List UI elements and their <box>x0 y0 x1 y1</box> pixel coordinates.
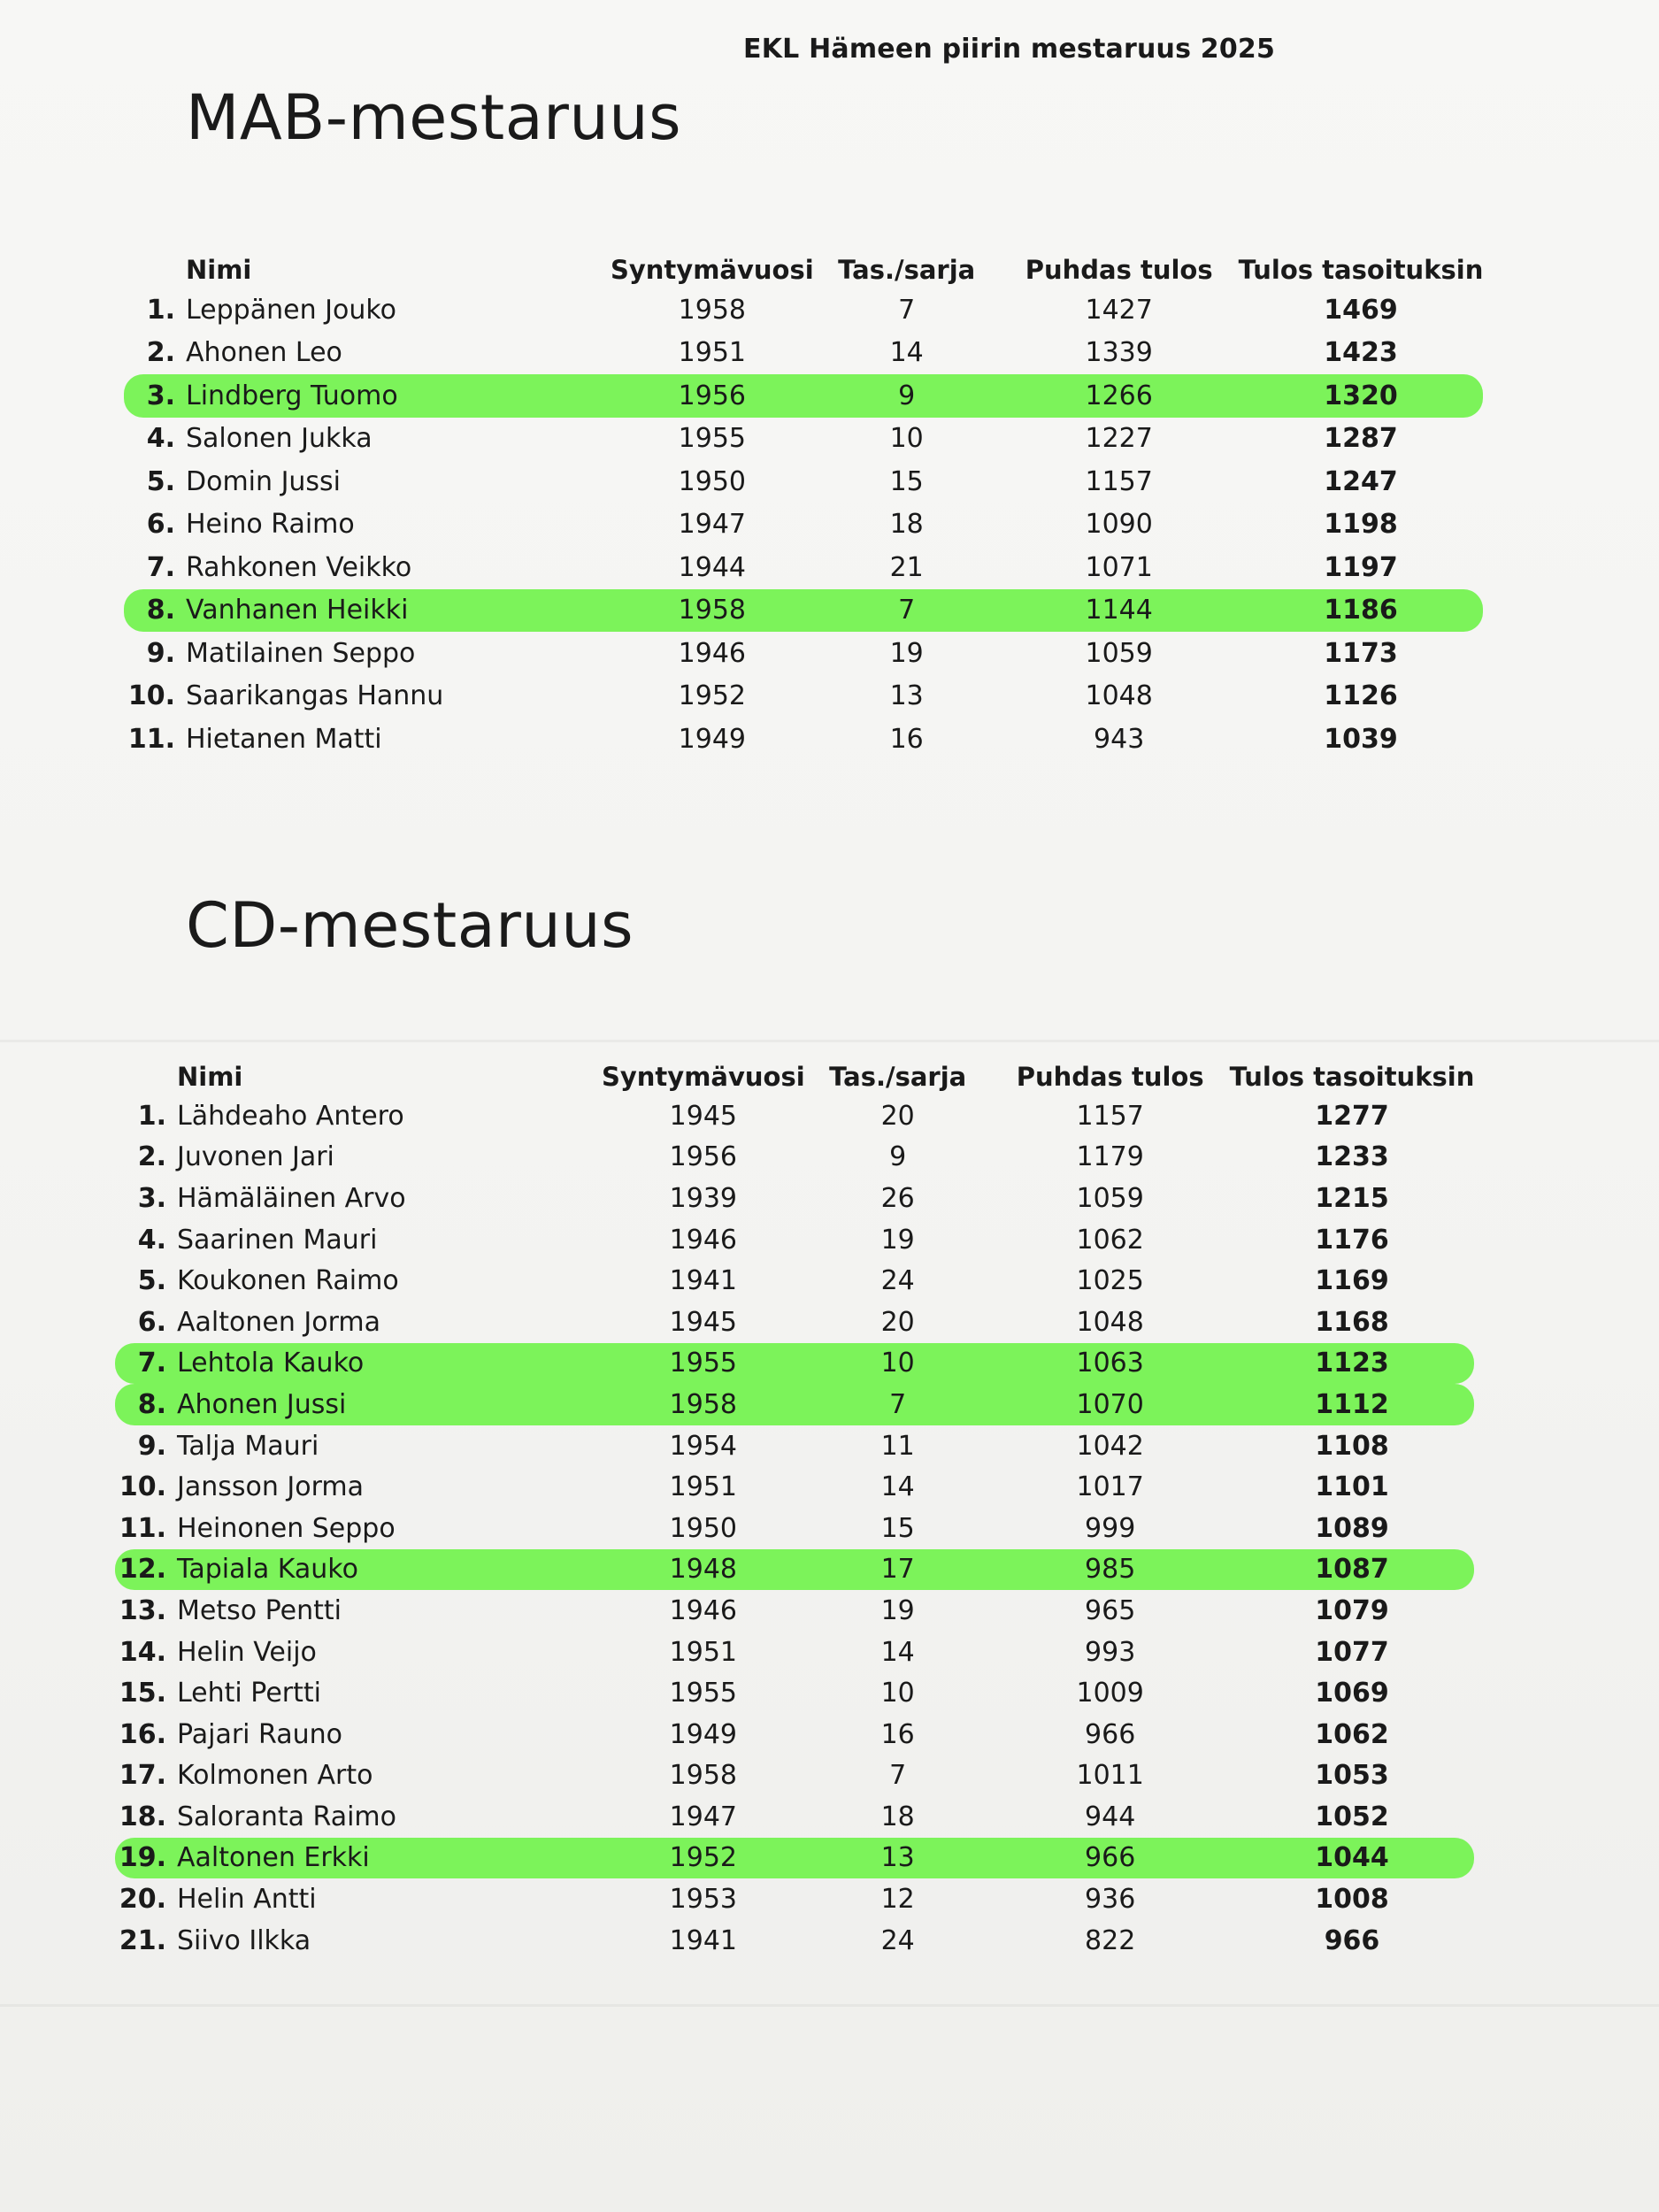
handicap-cell: 13 <box>805 1838 991 1879</box>
handicap-cell: 21 <box>889 551 924 583</box>
birth-year-cell: 1952 <box>678 680 747 712</box>
handicap-cell: 24 <box>880 1265 915 1297</box>
name-cell: Hämäläinen Arvo <box>177 1182 406 1214</box>
handicap-cell: 10 <box>880 1678 915 1709</box>
handicap-score-cell: 1123 <box>1230 1343 1475 1385</box>
table-header-row <box>115 1053 1474 1095</box>
handicap-score-cell: 1168 <box>1315 1306 1389 1338</box>
rank-cell: 9. <box>146 637 175 669</box>
birth-year-cell: 1951 <box>669 1471 738 1503</box>
rank-cell: 13. <box>119 1594 166 1626</box>
table-row <box>115 1178 1474 1219</box>
handicap-cell: 16 <box>889 723 924 755</box>
name-cell: Saarikangas Hannu <box>186 680 444 712</box>
handicap-cell: 7 <box>898 294 916 326</box>
rank-cell: 14. <box>119 1636 166 1668</box>
name-cell: Lehti Pertti <box>177 1678 321 1709</box>
scratch-score-cell: 966 <box>991 1838 1230 1879</box>
rank-cell: 16. <box>119 1718 166 1750</box>
rank-cell: 18. <box>119 1801 166 1832</box>
document-header: EKL Hämeen piirin mestaruus 2025 <box>743 34 1276 65</box>
birth-year-cell: 1947 <box>678 509 747 541</box>
handicap-score-cell: 1277 <box>1315 1100 1389 1132</box>
scratch-score-cell: 1048 <box>1085 680 1153 712</box>
column-header-name: Nimi <box>177 1062 243 1092</box>
table-row <box>115 1343 1474 1385</box>
rank-cell: 11. <box>127 723 175 755</box>
handicap-score-cell: 1126 <box>1324 680 1398 712</box>
rank-cell: 6. <box>137 1306 166 1338</box>
birth-year-cell: 1945 <box>669 1100 738 1132</box>
scratch-score-cell: 993 <box>1085 1636 1136 1668</box>
table-row <box>124 418 1483 461</box>
handicap-score-cell: 1101 <box>1315 1471 1389 1503</box>
name-cell: Saloranta Raimo <box>177 1801 397 1832</box>
name-cell: Talja Mauri <box>177 1430 319 1462</box>
scratch-score-cell: 1339 <box>1085 337 1153 369</box>
mab-results-table <box>124 248 1483 761</box>
handicap-score-cell: 1233 <box>1315 1141 1389 1173</box>
table-row <box>124 460 1483 503</box>
mab-section-title: MAB-mestaruus <box>186 81 682 154</box>
birth-year-cell: 1958 <box>678 294 747 326</box>
handicap-cell: 20 <box>880 1100 915 1132</box>
scratch-score-cell: 1063 <box>991 1343 1230 1385</box>
handicap-score-cell: 1423 <box>1324 337 1398 369</box>
birth-year-cell: 1945 <box>669 1306 738 1338</box>
handicap-score-cell: 1039 <box>1324 723 1398 755</box>
table-row <box>115 1878 1474 1920</box>
handicap-score-cell: 1287 <box>1324 423 1398 455</box>
table-row <box>115 1838 1474 1879</box>
name-cell: Metso Pentti <box>177 1594 342 1626</box>
handicap-cell: 10 <box>805 1343 991 1385</box>
column-header-name: Nimi <box>186 255 252 285</box>
name-cell: Pajari Rauno <box>177 1718 343 1750</box>
birth-year-cell: 1949 <box>678 723 747 755</box>
rank-cell: 19. <box>115 1838 177 1879</box>
handicap-cell: 20 <box>880 1306 915 1338</box>
rank-cell: 21. <box>119 1924 166 1956</box>
birth-year-cell: 1948 <box>602 1549 805 1591</box>
name-cell: Heino Raimo <box>186 509 355 541</box>
birth-year-cell: 1941 <box>669 1265 738 1297</box>
handicap-cell: 19 <box>880 1224 915 1256</box>
name-cell: Matilainen Seppo <box>186 637 416 669</box>
rank-cell: 15. <box>119 1678 166 1709</box>
birth-year-cell: 1955 <box>669 1678 738 1709</box>
rank-cell: 4. <box>137 1224 166 1256</box>
handicap-cell: 9 <box>889 1141 907 1173</box>
name-cell: Aaltonen Erkki <box>177 1838 602 1879</box>
scratch-score-cell: 944 <box>1085 1801 1136 1832</box>
handicap-score-cell: 1169 <box>1315 1265 1389 1297</box>
handicap-cell: 19 <box>880 1594 915 1626</box>
handicap-cell: 17 <box>805 1549 991 1591</box>
rank-cell: 5. <box>137 1265 166 1297</box>
handicap-cell: 19 <box>889 637 924 669</box>
name-cell: Siivo Ilkka <box>177 1924 311 1956</box>
table-row <box>115 1590 1474 1632</box>
birth-year-cell: 1954 <box>669 1430 738 1462</box>
column-header-handicap: Tas./sarja <box>829 1062 967 1092</box>
name-cell: Hietanen Matti <box>186 723 382 755</box>
scratch-score-cell: 1048 <box>1076 1306 1144 1338</box>
rank-cell: 7. <box>115 1343 177 1385</box>
handicap-score-cell: 1008 <box>1315 1884 1389 1916</box>
scratch-score-cell: 1017 <box>1076 1471 1144 1503</box>
table-header-row <box>124 248 1483 288</box>
handicap-score-cell: 966 <box>1324 1924 1380 1956</box>
name-cell: Heinonen Seppo <box>177 1512 396 1544</box>
rank-header <box>124 248 186 288</box>
handicap-cell: 15 <box>880 1512 915 1544</box>
table-row <box>124 546 1483 589</box>
handicap-cell: 10 <box>889 423 924 455</box>
rank-cell: 11. <box>119 1512 166 1544</box>
column-header-birth-year: Syntymävuosi <box>602 1062 805 1092</box>
scratch-score-cell: 822 <box>1085 1924 1136 1956</box>
birth-year-cell: 1944 <box>678 551 747 583</box>
handicap-cell: 16 <box>880 1718 915 1750</box>
handicap-score-cell: 1069 <box>1315 1678 1389 1709</box>
scratch-score-cell: 1009 <box>1076 1678 1144 1709</box>
handicap-score-cell: 1176 <box>1315 1224 1389 1256</box>
rank-cell: 8. <box>115 1384 177 1425</box>
name-cell: Koukonen Raimo <box>177 1265 399 1297</box>
handicap-score-cell: 1089 <box>1315 1512 1389 1544</box>
paper-fold <box>0 2004 1659 2007</box>
rank-cell: 2. <box>137 1141 166 1173</box>
handicap-score-cell: 1044 <box>1230 1838 1475 1879</box>
rank-cell: 3. <box>137 1182 166 1214</box>
scratch-score-cell: 1157 <box>1076 1100 1144 1132</box>
name-cell: Aaltonen Jorma <box>177 1306 380 1338</box>
name-cell: Kolmonen Arto <box>177 1760 373 1792</box>
rank-cell: 9. <box>137 1430 166 1462</box>
birth-year-cell: 1958 <box>611 589 814 633</box>
table-row <box>115 1796 1474 1838</box>
scratch-score-cell: 1059 <box>1076 1182 1144 1214</box>
birth-year-cell: 1951 <box>669 1636 738 1668</box>
name-cell: Helin Antti <box>177 1884 317 1916</box>
table-row <box>115 1549 1474 1591</box>
handicap-score-cell: 1320 <box>1239 374 1484 418</box>
handicap-cell: 7 <box>889 1760 907 1792</box>
rank-cell: 7. <box>146 551 175 583</box>
table-row <box>115 1466 1474 1508</box>
table-row <box>115 1755 1474 1797</box>
name-cell: Saarinen Mauri <box>177 1224 378 1256</box>
handicap-cell: 14 <box>880 1471 915 1503</box>
birth-year-cell: 1951 <box>678 337 747 369</box>
handicap-score-cell: 1198 <box>1324 509 1398 541</box>
table-row <box>115 1508 1474 1549</box>
handicap-score-cell: 1053 <box>1315 1760 1389 1792</box>
paper-fold <box>0 1040 1659 1042</box>
rank-cell: 2. <box>146 337 175 369</box>
table-row <box>115 1302 1474 1343</box>
handicap-score-cell: 1087 <box>1230 1549 1475 1591</box>
birth-year-cell: 1946 <box>678 637 747 669</box>
birth-year-cell: 1955 <box>678 423 747 455</box>
rank-header <box>115 1053 177 1095</box>
name-cell: Lindberg Tuomo <box>186 374 611 418</box>
scratch-score-cell: 1062 <box>1076 1224 1144 1256</box>
handicap-score-cell: 1112 <box>1230 1384 1475 1425</box>
handicap-score-cell: 1079 <box>1315 1594 1389 1626</box>
column-header-handicap-score: Tulos tasoituksin <box>1229 1062 1475 1092</box>
table-row <box>124 332 1483 375</box>
birth-year-cell: 1939 <box>669 1182 738 1214</box>
birth-year-cell: 1950 <box>678 465 747 497</box>
table-row <box>115 1384 1474 1425</box>
rank-cell: 10. <box>127 680 175 712</box>
rank-cell: 5. <box>146 465 175 497</box>
scratch-score-cell: 966 <box>1085 1718 1136 1750</box>
scratch-score-cell: 943 <box>1094 723 1145 755</box>
table-row <box>115 1920 1474 1962</box>
handicap-score-cell: 1052 <box>1315 1801 1389 1832</box>
handicap-cell: 7 <box>805 1384 991 1425</box>
handicap-cell: 12 <box>880 1884 915 1916</box>
handicap-cell: 26 <box>880 1182 915 1214</box>
rank-cell: 20. <box>119 1884 166 1916</box>
rank-cell: 3. <box>124 374 186 418</box>
rank-cell: 1. <box>146 294 175 326</box>
birth-year-cell: 1946 <box>669 1224 738 1256</box>
column-header-birth-year: Syntymävuosi <box>611 255 814 285</box>
table-row <box>115 1219 1474 1261</box>
cd-section-title: CD-mestaruus <box>186 889 634 962</box>
handicap-score-cell: 1186 <box>1239 589 1484 633</box>
scratch-score-cell: 1266 <box>1000 374 1239 418</box>
table-row <box>115 1095 1474 1137</box>
name-cell: Salonen Jukka <box>186 423 373 455</box>
scratch-score-cell: 1144 <box>1000 589 1239 633</box>
handicap-score-cell: 1197 <box>1324 551 1398 583</box>
name-cell: Rahkonen Veikko <box>186 551 412 583</box>
handicap-score-cell: 1469 <box>1324 294 1398 326</box>
scratch-score-cell: 1071 <box>1085 551 1153 583</box>
handicap-cell: 14 <box>889 337 924 369</box>
rank-cell: 17. <box>119 1760 166 1792</box>
rank-cell: 6. <box>146 509 175 541</box>
table-row <box>124 675 1483 718</box>
birth-year-cell: 1946 <box>669 1594 738 1626</box>
rank-cell: 4. <box>146 423 175 455</box>
handicap-score-cell: 1108 <box>1315 1430 1389 1462</box>
birth-year-cell: 1958 <box>602 1384 805 1425</box>
name-cell: Ahonen Leo <box>186 337 342 369</box>
handicap-score-cell: 1173 <box>1324 637 1398 669</box>
handicap-cell: 9 <box>814 374 1000 418</box>
rank-cell: 10. <box>119 1471 166 1503</box>
name-cell: Lehtola Kauko <box>177 1343 602 1385</box>
scratch-score-cell: 1157 <box>1085 465 1153 497</box>
name-cell: Tapiala Kauko <box>177 1549 602 1591</box>
scratch-score-cell: 1179 <box>1076 1141 1144 1173</box>
scratch-score-cell: 1070 <box>991 1384 1230 1425</box>
scratch-score-cell: 965 <box>1085 1594 1136 1626</box>
birth-year-cell: 1952 <box>602 1838 805 1879</box>
birth-year-cell: 1956 <box>669 1141 738 1173</box>
scratch-score-cell: 1227 <box>1085 423 1153 455</box>
handicap-cell: 18 <box>889 509 924 541</box>
handicap-score-cell: 1077 <box>1315 1636 1389 1668</box>
name-cell: Lähdeaho Antero <box>177 1100 404 1132</box>
column-header-scratch-score: Puhdas tulos <box>1025 255 1213 285</box>
birth-year-cell: 1949 <box>669 1718 738 1750</box>
scratch-score-cell: 1011 <box>1076 1760 1144 1792</box>
name-cell: Domin Jussi <box>186 465 342 497</box>
table-row <box>115 1672 1474 1714</box>
table-row <box>115 1714 1474 1755</box>
table-row <box>124 503 1483 547</box>
name-cell: Jansson Jorma <box>177 1471 365 1503</box>
handicap-cell: 14 <box>880 1636 915 1668</box>
table-row <box>115 1260 1474 1302</box>
handicap-cell: 7 <box>814 589 1000 633</box>
name-cell: Ahonen Jussi <box>177 1384 602 1425</box>
rank-cell: 8. <box>124 589 186 633</box>
handicap-cell: 18 <box>880 1801 915 1832</box>
rank-cell: 12. <box>115 1549 177 1591</box>
table-row <box>124 374 1483 418</box>
column-header-scratch-score: Puhdas tulos <box>1016 1062 1204 1092</box>
scratch-score-cell: 1059 <box>1085 637 1153 669</box>
birth-year-cell: 1950 <box>669 1512 738 1544</box>
name-cell: Vanhanen Heikki <box>186 589 611 633</box>
handicap-cell: 15 <box>889 465 924 497</box>
handicap-cell: 11 <box>880 1430 915 1462</box>
column-header-handicap-score: Tulos tasoituksin <box>1238 255 1484 285</box>
table-row <box>124 288 1483 332</box>
name-cell: Leppänen Jouko <box>186 294 397 326</box>
handicap-score-cell: 1062 <box>1315 1718 1389 1750</box>
table-row <box>124 589 1483 633</box>
scratch-score-cell: 985 <box>991 1549 1230 1591</box>
birth-year-cell: 1956 <box>611 374 814 418</box>
table-row <box>124 718 1483 761</box>
handicap-cell: 24 <box>880 1924 915 1956</box>
table-row <box>115 1632 1474 1673</box>
scratch-score-cell: 936 <box>1085 1884 1136 1916</box>
scratch-score-cell: 1427 <box>1085 294 1153 326</box>
name-cell: Helin Veijo <box>177 1636 317 1668</box>
rank-cell: 1. <box>137 1100 166 1132</box>
name-cell: Juvonen Jari <box>177 1141 334 1173</box>
handicap-cell: 13 <box>889 680 924 712</box>
table-row <box>115 1137 1474 1179</box>
birth-year-cell: 1955 <box>602 1343 805 1385</box>
birth-year-cell: 1958 <box>669 1760 738 1792</box>
birth-year-cell: 1947 <box>669 1801 738 1832</box>
handicap-score-cell: 1215 <box>1315 1182 1389 1214</box>
table-row <box>115 1425 1474 1467</box>
table-row <box>124 632 1483 675</box>
handicap-score-cell: 1247 <box>1324 465 1398 497</box>
scratch-score-cell: 1025 <box>1076 1265 1144 1297</box>
birth-year-cell: 1953 <box>669 1884 738 1916</box>
scratch-score-cell: 1090 <box>1085 509 1153 541</box>
column-header-handicap: Tas./sarja <box>838 255 976 285</box>
birth-year-cell: 1941 <box>669 1924 738 1956</box>
cd-results-table <box>115 1053 1474 1961</box>
scratch-score-cell: 999 <box>1085 1512 1136 1544</box>
scratch-score-cell: 1042 <box>1076 1430 1144 1462</box>
